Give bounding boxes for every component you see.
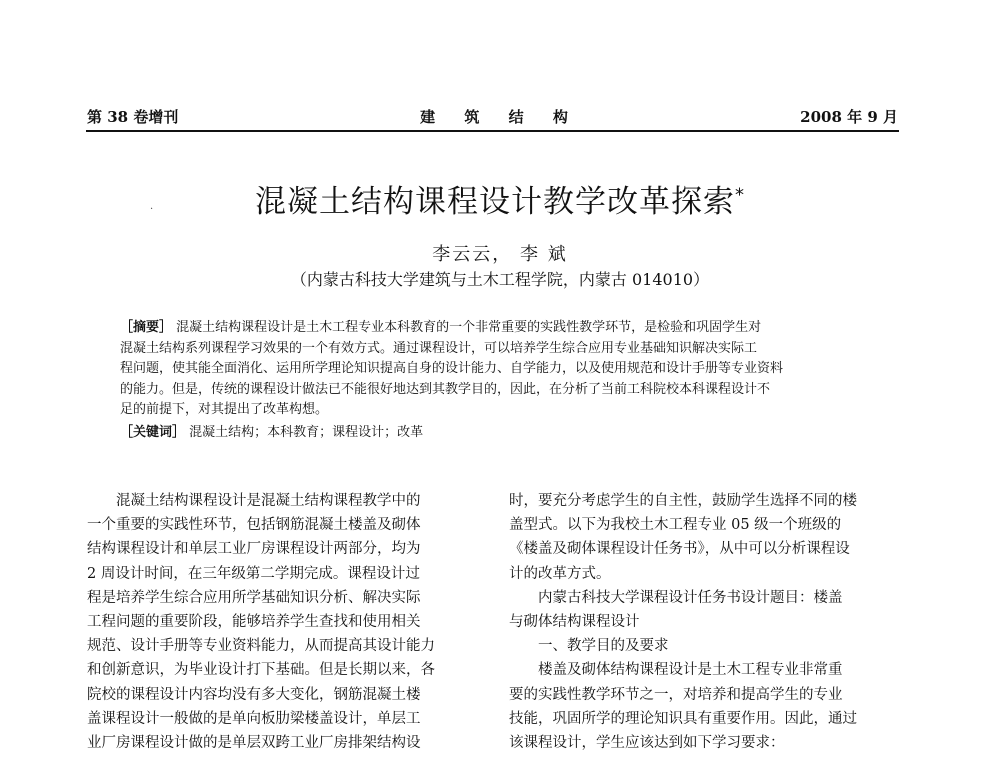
paragraph-line: 院校的课程设计内容均没有多大变化，钢筋混凝土楼: [87, 686, 421, 703]
title-footnote-mark: *: [735, 184, 745, 206]
abstract: [120, 318, 890, 443]
header-volume: 第 38 卷增刊: [87, 108, 179, 126]
keywords-text: 混凝土结构；本科教育；课程设计；改革: [189, 424, 424, 440]
paragraph-line: 《楼盖及砌体课程设计任务书》，从中可以分析课程设: [509, 541, 850, 558]
paragraph-line: 工程问题的重要阶段，能够培养学生查找和使用相关: [87, 614, 421, 631]
header-journal-name: 建 筑 结 构: [420, 108, 580, 126]
header-rule: [86, 130, 899, 132]
article-title: [0, 176, 1000, 221]
abstract-line: 足的前提下，对其提出了改革构想。: [120, 402, 329, 417]
keywords-label: ［关键词］: [120, 424, 186, 440]
paragraph-line: 和创新意识，为毕业设计打下基础。但是长期以来，各: [87, 662, 435, 679]
paragraph-line: 该课程设计，学生应该达到如下学习要求：: [509, 735, 785, 752]
paragraph-line: 业厂房课程设计做的是单层双跨工业厂房排架结构设: [87, 735, 421, 752]
paragraph-line: 要的实践性教学环节之一，对培养和提高学生的专业: [509, 686, 843, 703]
abstract-line: 程问题，使其能全面消化、运用所学理论知识提高自身的设计能力、自学能力，以及使用规范和设计手册等专业资料: [120, 361, 784, 376]
paragraph-line: 结构课程设计和单层工业厂房课程设计两部分，均为: [87, 541, 421, 558]
keywords: [120, 423, 890, 444]
paragraph-line: 计的改革方式。: [509, 565, 611, 582]
paragraph-line: 2 周设计时间，在三年级第二学期完成。课程设计过: [87, 565, 420, 582]
header-date: 2008 年 9 月: [800, 108, 898, 126]
section-heading: 一、教学目的及要求: [538, 638, 669, 655]
paragraph-line: 盖型式。以下为我校土木工程专业 05 级一个班级的: [509, 517, 842, 534]
paragraph-line: 盖课程设计一般做的是单向板肋梁楼盖设计，单层工: [87, 710, 421, 727]
paragraph-line: 技能，巩固所学的理论知识具有重要作用。因此，通过: [509, 710, 857, 727]
paragraph-line: 内蒙古科技大学课程设计任务书设计题目：楼盖: [538, 589, 843, 606]
abstract-label: ［摘要］: [120, 320, 173, 335]
body-column-left: [87, 489, 479, 755]
authors: 李云云， 李 斌: [432, 244, 568, 265]
scan-speck: ·: [150, 204, 154, 215]
paragraph-line: 与砌体结构课程设计: [509, 614, 640, 631]
article-title-text: 混凝土结构课程设计教学改革探索: [255, 184, 735, 220]
paragraph-line: 时，要充分考虑学生的自主性，鼓励学生选择不同的楼: [509, 493, 857, 509]
paragraph-line: 一个重要的实践性环节，包括钢筋混凝土楼盖及砌体: [87, 517, 421, 534]
paragraph-line: 混凝土结构课程设计是混凝土结构课程教学中的: [116, 493, 421, 509]
paragraph-line: 规范、设计手册等专业资料能力，从而提高其设计能力: [87, 638, 435, 655]
abstract-line: [120, 318, 890, 339]
paragraph-line: 程是培养学生综合应用所学基础知识分析、解决实际: [87, 589, 421, 606]
paragraph-line: 楼盖及砌体结构课程设计是土木工程专业非常重: [538, 662, 843, 679]
abstract-text: 混凝土结构课程设计是土木工程专业本科教育的一个非常重要的实践性教学环节，是检验和巩固学生对: [176, 320, 762, 335]
body-column-right: [509, 489, 901, 755]
abstract-line: 的能力。但是，传统的课程设计做法已不能很好地达到其教学目的，因此，在分析了当前工科院校本科课程设计不: [120, 381, 771, 397]
affiliation: （内蒙古科技大学建筑与土木工程学院，内蒙古 014010）: [290, 270, 710, 289]
abstract-line: 混凝土结构系列课程学习效果的一个有效方式。通过课程设计，可以培养学生综合应用专业基础知识解决实际工: [120, 340, 758, 356]
